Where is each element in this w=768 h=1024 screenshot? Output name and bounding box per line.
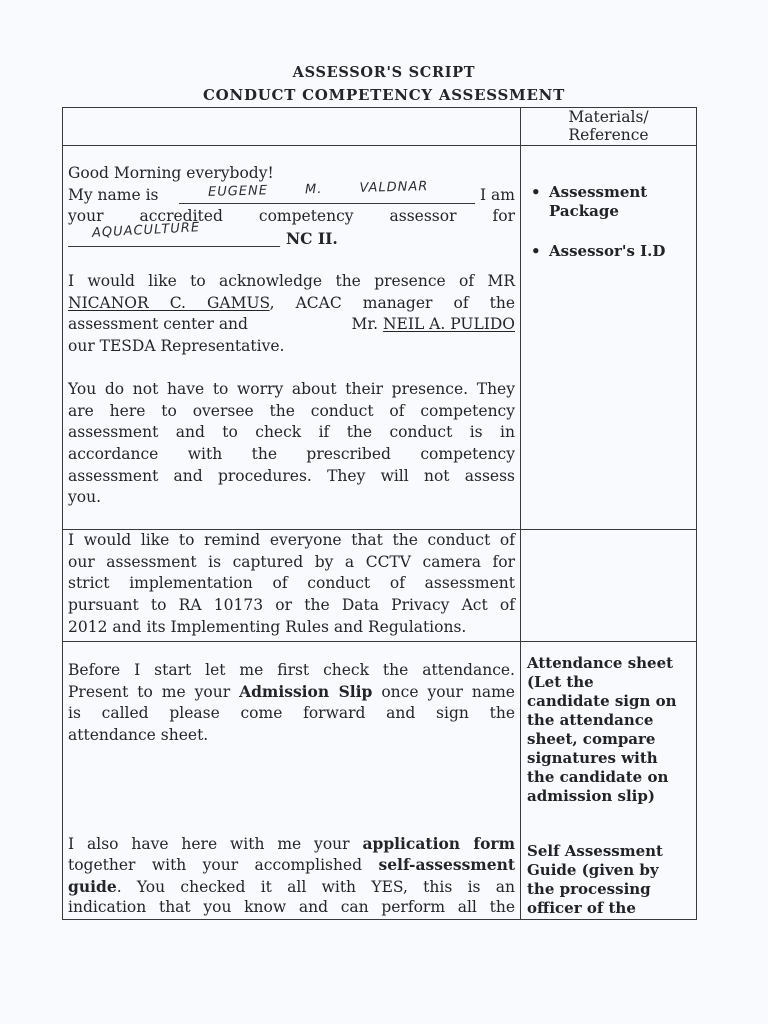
acknowledge-line [68,314,515,336]
document-subtitle: CONDUCT COMPETENCY ASSESSMENT [202,86,566,104]
note-line: Self Assessment [527,841,663,860]
note-line: the processing [527,879,651,898]
presence-line: assessment and to check if the conduct is in [68,423,515,442]
attendance-line: attendance sheet. [68,725,209,744]
acac-manager-name: NICANOR C. GAMUS [68,293,270,312]
presence-line: are here to oversee the conduct of competency [68,401,515,420]
application-form-term: application form [362,833,515,853]
self-assessment-term: self-assessment [378,855,515,875]
cctv-line: pursuant to RA 10173 or the Data Privacy Act of [68,596,515,615]
qualification-line [68,220,515,250]
rep-prefix: Mr. [351,315,379,334]
application-line [68,854,515,876]
presence-line: assessment and procedures. They will not assess [68,466,515,485]
document-title: ASSESSOR'S SCRIPT [292,64,476,81]
accredited-line: your accredited competency assessor for [68,207,515,226]
bullet-icon: • [531,241,541,260]
paragraph-spacer [68,509,515,531]
bullet-icon: • [531,183,541,201]
script-column [68,163,515,919]
acknowledge-text: assessment center and [68,315,248,334]
cctv-line: I would like to remind everyone that the conduct of [68,531,515,550]
self-assessment-guide-note [527,842,663,918]
attendance-sheet-note [527,654,677,806]
column-divider [520,108,521,919]
paragraph-spacer [68,811,515,833]
name-line-suffix: I am [480,185,515,204]
paragraph-spacer [68,768,515,790]
cctv-line: strict implementation of conduct of assessment [68,574,515,593]
application-line: indication that you know and can perform all the [68,898,515,917]
note-line: the candidate on [527,767,669,786]
name-blank-field [179,178,476,204]
paragraph-spacer [68,789,515,811]
guide-term: guide [68,876,117,896]
application-line [68,876,515,898]
application-text: together with your accomplished [68,856,363,875]
application-text: I also have here with me your [68,834,350,853]
paragraph-spacer [68,638,515,660]
paragraph-spacer [68,250,515,272]
tesda-rep [352,314,516,336]
attendance-text: once your name [381,683,515,702]
cctv-line: our assessment is captured by a CCTV camera for [68,552,515,571]
acknowledge-text: , ACAC manager of the [269,293,515,312]
paragraph-spacer [68,358,515,380]
name-line-prefix: My name is [68,185,159,204]
tesda-rep-name: NEIL A. PULIDO [382,315,515,334]
materials-header-line: Reference [568,126,649,144]
note-line: the attendance [527,710,654,729]
attendance-text: Present to me your [68,683,231,702]
acknowledge-line: our TESDA Representative. [68,336,285,355]
materials-reference-header [521,108,696,144]
note-line: admission slip) [527,786,655,805]
note-line: signatures with [527,748,658,767]
attendance-line: Before I start let me first check the attendance. [68,660,515,679]
note-line: officer of the [527,898,636,917]
admission-slip-term: Admission Slip [239,682,373,702]
material-assessment-package: Assessment Package [549,183,648,220]
application-line [68,833,515,855]
header-row-divider [63,145,696,146]
attendance-line: is called please come forward and sign the [68,704,515,723]
materials-header-line: Materials/ [568,108,649,126]
materials-list [527,183,693,263]
handwritten-assessor-name: EUGENE M. VALDNAR [207,178,429,200]
presence-line: You do not have to worry about their presence. They [68,380,515,399]
handwritten-qualification: AQUACULTURE [91,220,201,241]
presence-line: you. [68,488,101,507]
assessor-name-line [68,178,515,207]
paragraph-spacer [68,746,515,768]
qualification-blank-field [68,220,280,247]
note-line: (Let the [527,672,594,691]
acknowledge-line [68,293,515,315]
nc-level: NC II. [286,228,338,248]
note-line: sheet, compare [527,729,656,748]
greeting-line: Good Morning everybody! [68,164,274,183]
presence-line: accordance with the prescribed competency [68,444,515,463]
attendance-line [68,681,515,703]
material-assessor-id: Assessor's I.D [549,241,666,260]
acknowledge-line: I would like to acknowledge the presence of MR [68,272,515,291]
cctv-line: 2012 and its Implementing Rules and Regulations. [68,617,467,636]
note-line: Attendance sheet [527,653,674,672]
note-line: Guide (given by [527,860,659,879]
application-text: . You checked it all with YES, this is an [116,877,515,896]
note-line: candidate sign on [527,691,677,710]
